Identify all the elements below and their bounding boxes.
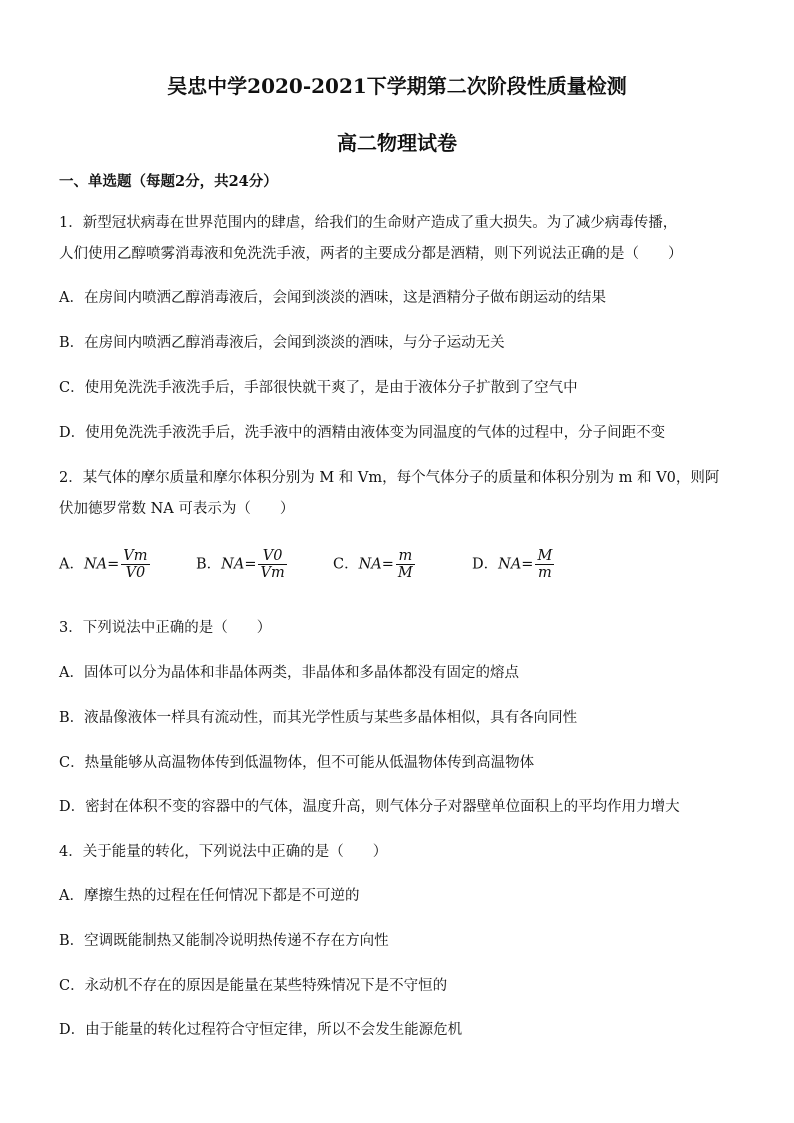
q4-option-a: A．摩擦生热的过程在任何情况下都是不可逆的: [59, 888, 360, 904]
q2-option-c: [333, 548, 415, 581]
q2-stem-line1: 2．某气体的摩尔质量和摩尔体积分别为 M 和 Vm，每个气体分子的质量和体积分别为 m 和 V0，则阿: [59, 470, 720, 486]
q2-option-a-lhs: NA=: [83, 556, 120, 573]
q1-option-d: D．使用免洗洗手液洗手后，洗手液中的酒精由液体变为同温度的气体的过程中，分子间距不变: [59, 425, 666, 441]
q2-option-a-denominator: V0: [125, 565, 146, 581]
q3-stem: 3．下列说法中正确的是（ ）: [59, 620, 272, 636]
q2-option-a-numerator: Vm: [123, 548, 148, 564]
q2-option-b-lhs: NA=: [221, 556, 257, 573]
q2-option-b-label: B．: [196, 556, 222, 573]
q2-option-c-lhs: NA=: [358, 556, 394, 573]
q2-option-b-denominator: Vm: [260, 565, 285, 581]
exam-title: 吴忠中学2020-2021下学期第二次阶段性质量检测: [167, 74, 627, 98]
q2-option-c-fraction: [396, 548, 415, 581]
q2-option-b: [196, 548, 287, 581]
q1-stem-line1: 1．新型冠状病毒在世界范围内的肆虐，给我们的生命财产造成了重大损失。为了减少病毒传播，: [59, 215, 678, 231]
q1-option-a: A．在房间内喷洒乙醇消毒液后，会闻到淡淡的酒味，这是酒精分子做布朗运动的结果: [59, 290, 606, 306]
section-heading: 一、单选题（每题2分，共24分）: [59, 173, 278, 190]
q3-option-b: B．液晶像液体一样具有流动性，而其光学性质与某些多晶体相似，具有各向同性: [59, 710, 578, 726]
q3-option-d: D．密封在体积不变的容器中的气体，温度升高，则气体分子对器壁单位面积上的平均作用力增大: [59, 799, 680, 815]
q1-stem-line2: 人们使用乙醇喷雾消毒液和免洗洗手液，两者的主要成分都是酒精，则下列说法正确的是（ ）: [59, 246, 683, 262]
q2-option-d-denominator: m: [538, 565, 552, 581]
q2-option-b-numerator: V0: [258, 548, 286, 565]
q4-stem: 4．关于能量的转化，下列说法中正确的是（ ）: [59, 844, 388, 860]
q2-option-a: [59, 548, 150, 581]
q2-option-a-label: A．: [59, 556, 84, 573]
q2-option-b-fraction: [258, 548, 286, 581]
q2-option-a-fraction: [121, 548, 149, 581]
q2-option-d: [472, 548, 554, 581]
q2-option-c-denominator: M: [397, 565, 413, 581]
q4-option-d: D．由于能量的转化过程符合守恒定律，所以不会发生能源危机: [59, 1022, 463, 1038]
q2-option-c-numerator: m: [396, 548, 415, 565]
q2-stem-line2: 伏加德罗常数 NA 可表示为（ ）: [59, 501, 295, 517]
q1-option-b: B．在房间内喷洒乙醇消毒液后，会闻到淡淡的酒味，与分子运动无关: [59, 335, 505, 351]
q2-option-d-lhs: NA=: [498, 556, 534, 573]
exam-subtitle: 高二物理试卷: [337, 131, 457, 155]
q3-option-c: C．热量能够从高温物体传到低温物体，但不可能从低温物体传到高温物体: [59, 755, 535, 771]
q4-option-b: B．空调既能制热又能制冷说明热传递不存在方向性: [59, 933, 389, 949]
q2-option-d-numerator: M: [537, 548, 553, 564]
q1-option-c: C．使用免洗洗手液洗手后，手部很快就干爽了，是由于液体分子扩散到了空气中: [59, 380, 578, 396]
q2-option-d-label: D．: [472, 556, 499, 573]
q3-option-a: A．固体可以分为晶体和非晶体两类，非晶体和多晶体都没有固定的熔点: [59, 665, 519, 681]
q2-option-c-label: C．: [333, 556, 359, 573]
q4-option-c: C．永动机不存在的原因是能量在某些特殊情况下是不守恒的: [59, 978, 448, 994]
q2-option-d-fraction: [535, 548, 554, 581]
